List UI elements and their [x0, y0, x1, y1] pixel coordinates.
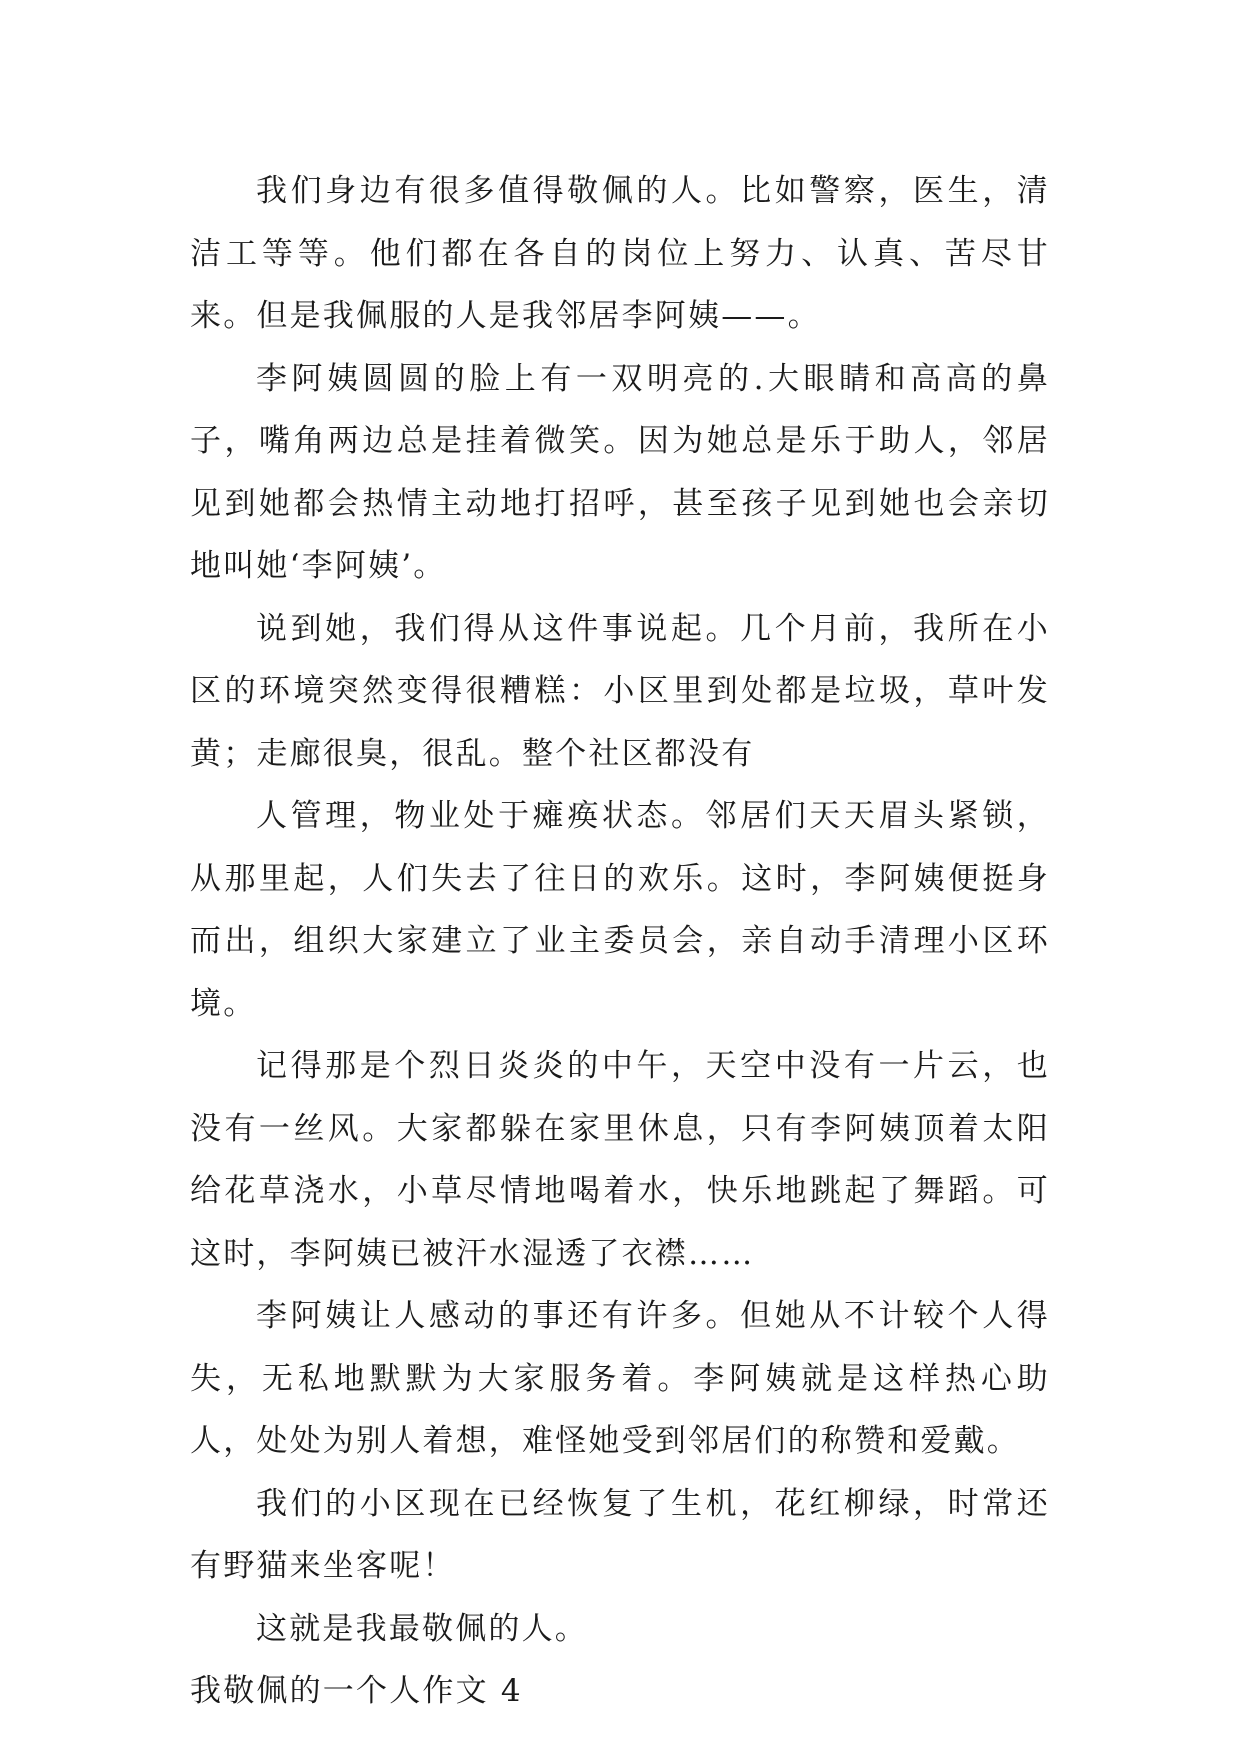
paragraph-3: 说到她，我们得从这件事说起。几个月前，我所在小区的环境突然变得很糟糕：小区里到处都是垃圾，草叶发黄；走廊很臭，很乱。整个社区都没有: [190, 610, 1050, 772]
paragraph-5: 记得那是个烈日炎炎的中午，天空中没有一片云，也没有一丝风。大家都躲在家里休息，只有李阿姨顶着太阳给花草浇水，小草尽情地喝着水，快乐地跳起了舞蹈。可这时，李阿姨已被汗水湿透了衣襟……: [190, 1048, 1050, 1272]
paragraph-4: 人管理，物业处于瘫痪状态。邻居们天天眉头紧锁，从那里起，人们失去了往日的欢乐。这时，李阿姨便挺身而出，组织大家建立了业主委员会，亲自动手清理小区环境。: [190, 798, 1050, 1022]
paragraph-1: 我们身边有很多值得敬佩的人。比如警察，医生，清洁工等等。他们都在各自的岗位上努力、认真、苦尽甘来。但是我佩服的人是我邻居李阿姨——。: [190, 173, 1050, 334]
paragraph-2: 李阿姨圆圆的脸上有一双明亮的.大眼睛和高高的鼻子，嘴角两边总是挂着微笑。因为她总是乐于助人，邻居见到她都会热情主动地打招呼，甚至孩子见到她也会亲切地叫她‘李阿姨’。: [190, 360, 1050, 584]
paragraph-8: 这就是我最敬佩的人。: [256, 1610, 588, 1647]
document-body: [190, 160, 1050, 1723]
paragraph-7: 我们的小区现在已经恢复了生机，花红柳绿，时常还有野猫来坐客呢！: [190, 1485, 1050, 1584]
paragraph-6: 李阿姨让人感动的事还有许多。但她从不计较个人得失，无私地默默为大家服务着。李阿姨就是这样热心助人，处处为别人着想，难怪她受到邻居们的称赞和爱戴。: [190, 1298, 1050, 1459]
next-essay-heading: 我敬佩的一个人作文 4: [190, 1673, 523, 1709]
